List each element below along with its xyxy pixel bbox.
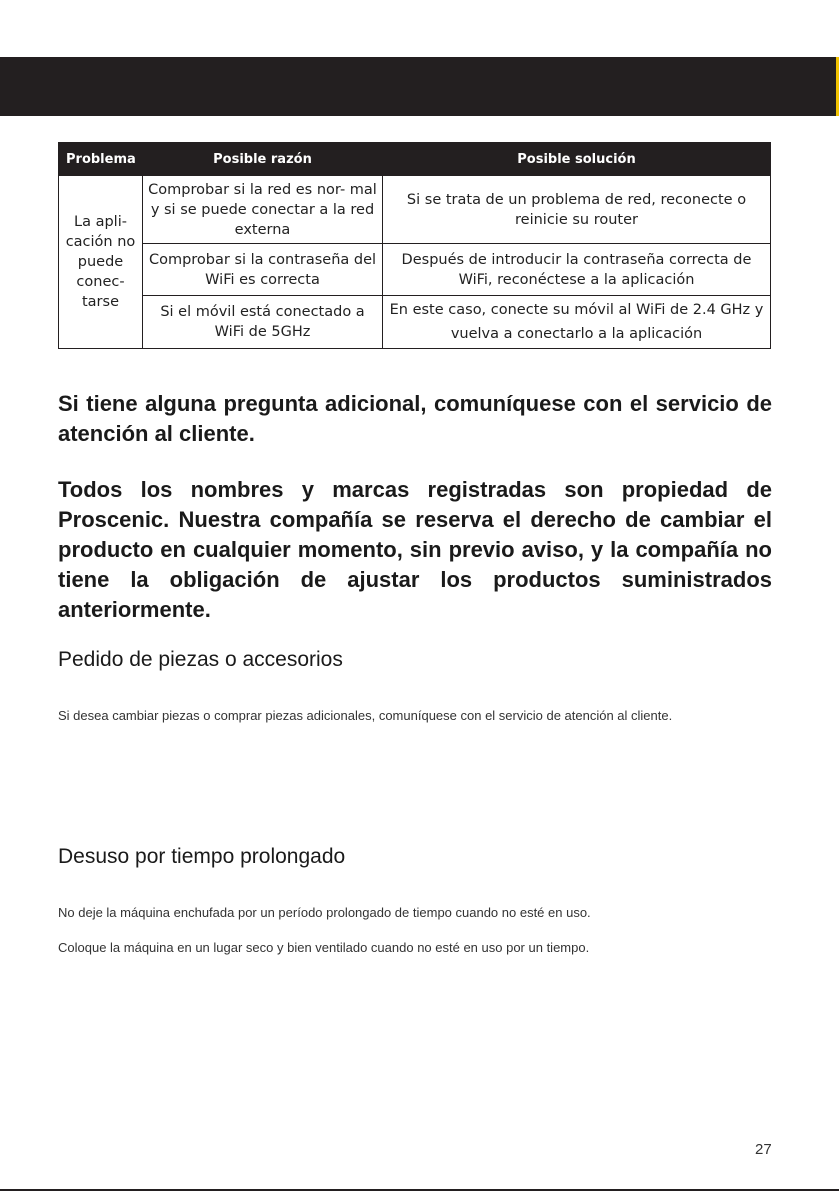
- solution-cell: Si se trata de un problema de red, reconecte o reinicie su router: [383, 176, 771, 244]
- reason-cell: Si el móvil está conectado a WiFi de 5GHz: [143, 296, 383, 349]
- table-row: [59, 296, 771, 349]
- table-header-row: [59, 143, 771, 176]
- disuse-paragraph: No deje la máquina enchufada por un período prolongado de tiempo cuando no esté en uso.: [58, 905, 591, 920]
- page-number: 27: [755, 1141, 772, 1158]
- table-row: [59, 244, 771, 296]
- table-row: [59, 176, 771, 244]
- support-notice: Si tiene alguna pregunta adicional, comuníquese con el servicio de atención al cliente.: [58, 391, 772, 446]
- parts-paragraph: Si desea cambiar piezas o comprar piezas adicionales, comuníquese con el servicio de atención al cliente.: [58, 708, 673, 723]
- disuse-paragraph: Coloque la máquina en un lugar seco y bien ventilado cuando no esté en uso por un tiempo.: [58, 940, 590, 955]
- trademark-notice: Todos los nombres y marcas registradas son propiedad de Proscenic. Nuestra compañía se reserva el derecho de cambiar el producto en cualquier momento, sin previo aviso, y la compañía no tiene la obligación de ajustar los productos suministrados anteriormente.: [58, 477, 772, 622]
- section-title-parts: Pedido de piezas o accesorios: [58, 648, 343, 671]
- troubleshooting-table: [58, 142, 771, 349]
- header-solution: Posible solución: [383, 143, 771, 176]
- reason-cell: Comprobar si la contraseña del WiFi es correcta: [143, 244, 383, 296]
- header-reason: Posible razón: [143, 143, 383, 176]
- solution-cell: Después de introducir la contraseña correcta de WiFi, reconéctese a la aplicación: [383, 244, 771, 296]
- header-problem: Problema: [59, 143, 143, 176]
- header-bar: [0, 57, 836, 116]
- reason-cell: Comprobar si la red es nor- mal y si se puede conectar a la red externa: [143, 176, 383, 244]
- solution-cell: En este caso, conecte su móvil al WiFi de 2.4 GHz y vuelva a conectarlo a la aplicación: [383, 296, 771, 349]
- section-title-disuse: Desuso por tiempo prolongado: [58, 845, 346, 868]
- problem-cell: La apli- cación no puede conec- tarse: [59, 176, 143, 349]
